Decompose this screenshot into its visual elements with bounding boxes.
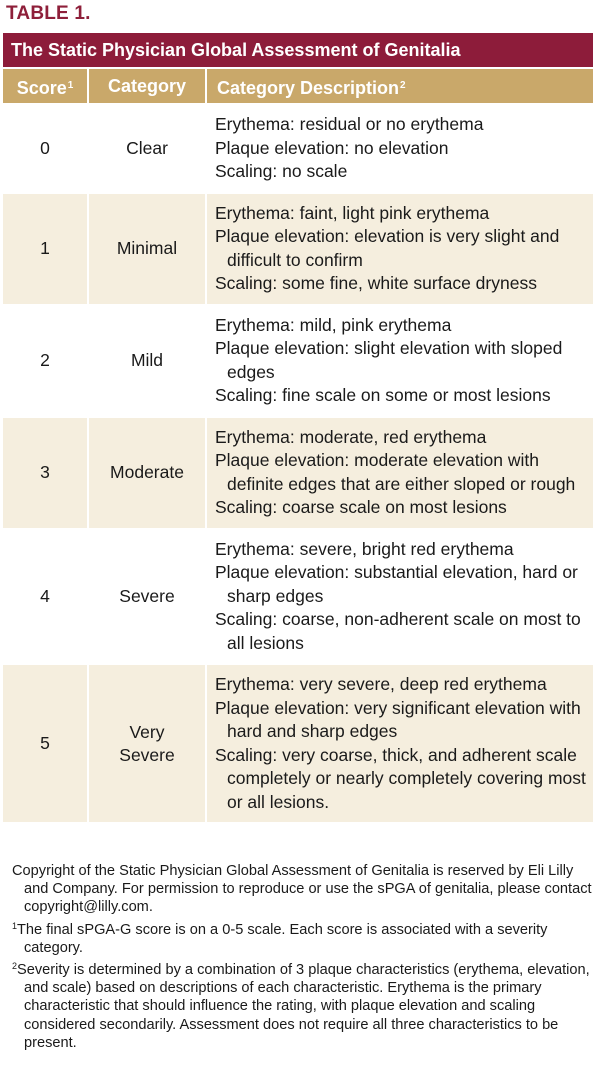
header-category: Category [107, 76, 187, 96]
cell-category-text [117, 237, 177, 260]
table-body [3, 105, 593, 824]
table-row [3, 306, 593, 416]
cell-category-text [126, 137, 168, 160]
table-row [3, 418, 593, 528]
description-line: Plaque elevation: moderate elevation with definite edges that are either sloped or rough [215, 450, 576, 494]
cell-score: 2 [40, 350, 50, 370]
table-label: TABLE 1. [6, 3, 91, 24]
column-divider [205, 194, 207, 304]
description-line: Erythema: moderate, red erythema [215, 426, 487, 447]
cell-description [215, 194, 593, 304]
table-row [3, 105, 593, 192]
description-line: Plaque elevation: elevation is very slight and difficult to confirm [215, 226, 560, 270]
footnote-2-text: Severity is determined by a combination of 3 plaque characteristics (erythema, elevation, and scale) based on descriptions of each characteristic. Erythema is the primary characteristic that should influence the rating, with plaque elevation and scaling considered secondarily. Assessment does not require all three characteristics to be present. [17, 962, 590, 1051]
cell-category [89, 306, 205, 416]
header-description [207, 69, 593, 103]
description-line: Erythema: residual or no erythema [215, 114, 484, 134]
description-line: Scaling: coarse, non-adherent scale on most to all lesions [215, 609, 581, 653]
description-line: Erythema: mild, pink erythema [215, 314, 452, 335]
header-description-footnote-mark: 2 [400, 80, 406, 91]
cell-score: 0 [40, 137, 50, 158]
description-line: Plaque elevation: very significant elevation with hard and sharp edges [215, 697, 581, 741]
cell-score: 4 [40, 585, 50, 606]
table-row [3, 530, 593, 664]
category-line: Very [129, 721, 165, 742]
cell-category [89, 105, 205, 192]
table-row [3, 194, 593, 304]
cell-category [89, 530, 205, 664]
footnote-1 [12, 917, 592, 957]
description-line: Erythema: faint, light pink erythema [215, 202, 490, 223]
footnote-1-text: The final sPGA-G score is on a 0-5 scale. Each score is associated with a severity category. [17, 921, 548, 956]
cell-score: 3 [40, 462, 50, 482]
description-line: Scaling: some fine, white surface dryness [215, 273, 537, 293]
header-score [3, 69, 87, 103]
description-line: Scaling: fine scale on some or most lesions [215, 385, 551, 405]
cell-description [215, 306, 593, 416]
footnote-2 [12, 957, 592, 1052]
column-divider [205, 530, 207, 664]
description-line: Scaling: coarse scale on most lesions [215, 497, 507, 517]
footnote-1-mark: 1 [12, 920, 18, 931]
cell-description [215, 530, 593, 664]
table-row [3, 665, 593, 822]
table-title: The Static Physician Global Assessment of Genitalia [3, 33, 593, 67]
category-line: Clear [126, 137, 168, 158]
cell-category-text [119, 721, 174, 767]
column-divider [205, 105, 207, 192]
category-line: Mild [130, 350, 164, 370]
description-line: Plaque elevation: no elevation [215, 137, 449, 158]
cell-category-text [110, 461, 184, 484]
cell-category [89, 418, 205, 528]
cell-description [215, 665, 593, 822]
cell-description [215, 105, 593, 192]
table-header-row [3, 69, 593, 103]
cell-category [89, 194, 205, 304]
description-line: Erythema: severe, bright red erythema [215, 538, 514, 559]
header-score-label: Score [16, 78, 67, 98]
table-footnotes [12, 862, 592, 1052]
footnote-2-mark: 2 [12, 961, 18, 972]
column-divider [205, 306, 207, 416]
column-divider [205, 418, 207, 528]
copyright-note: Copyright of the Static Physician Global Assessment of Genitalia is reserved by Eli Lilly and Company. For permission to reproduce or use the sPGA of genitalia, please contact copyright@lilly.com. [12, 863, 592, 916]
cell-category [89, 665, 205, 822]
description-line: Plaque elevation: substantial elevation, hard or sharp edges [215, 562, 578, 606]
description-line: Plaque elevation: slight elevation with sloped edges [215, 338, 563, 382]
description-line: Scaling: no scale [215, 161, 348, 181]
column-divider [205, 665, 207, 822]
cell-score: 5 [40, 733, 50, 753]
cell-category-text [119, 585, 174, 608]
category-line: Severe [119, 744, 175, 765]
header-score-footnote-mark: 1 [67, 80, 74, 91]
category-line: Moderate [110, 462, 184, 482]
cell-score: 1 [40, 238, 50, 258]
category-line: Minimal [116, 238, 178, 258]
cell-description [215, 418, 593, 528]
cell-category-text [131, 349, 163, 372]
category-line: Severe [119, 585, 175, 606]
description-line: Scaling: very coarse, thick, and adherent scale completely or nearly completely covering most or all lesions. [215, 744, 586, 812]
header-description-label: Category Description [217, 78, 400, 98]
description-line: Erythema: very severe, deep red erythema [215, 674, 547, 694]
